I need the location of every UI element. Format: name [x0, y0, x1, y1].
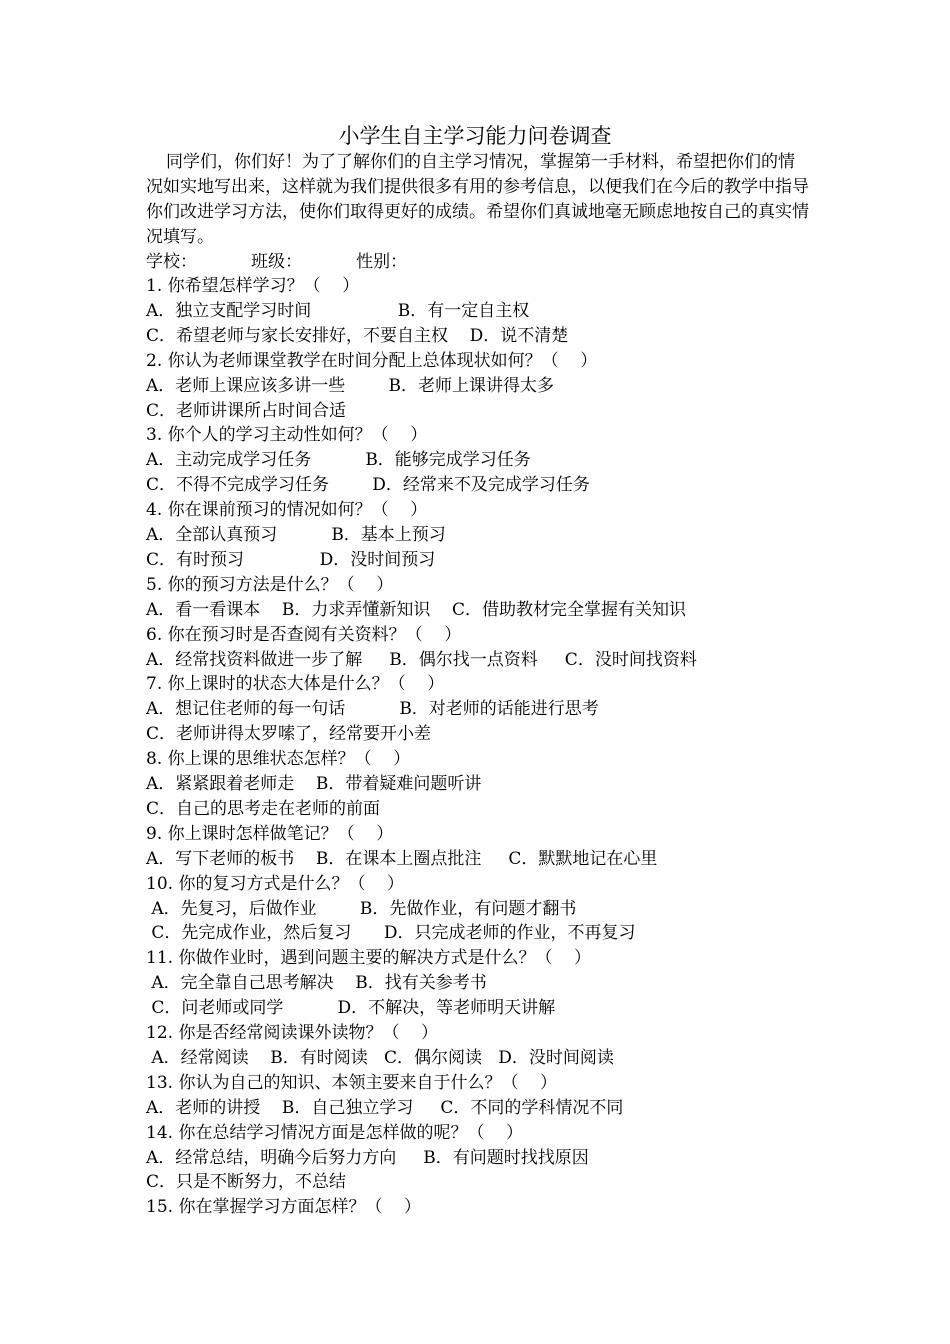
option-line: A．全部认真预习 B．基本上预习 [146, 525, 446, 545]
option-line: C．问老师或同学 D．不解决，等老师明天讲解 [146, 998, 556, 1019]
question-text: 15. 你在掌握学习方面怎样？（ ） [146, 1197, 422, 1218]
document-title: 小学生自主学习能力问卷调查 [338, 124, 612, 148]
question-text: 6. 你在预习时是否查阅有关资料？（ ） [146, 624, 462, 645]
option-line: A．紧紧跟着老师走 B．带着疑难问题听讲 [146, 774, 482, 794]
question-text: 9. 你上课时怎样做笔记？（ ） [146, 823, 394, 844]
question-text: 12. 你是否经常阅读课外读物？（ ） [146, 1023, 439, 1043]
question-text: 3. 你个人的学习主动性如何？（ ） [146, 425, 428, 446]
question-text: 1. 你希望怎样学习？（ ） [146, 276, 360, 296]
option-line: C．只是不断努力，不总结 [146, 1172, 347, 1193]
question-text: 7. 你上课时的状态大体是什么？（ ） [146, 674, 445, 695]
option-line: C．希望老师与家长安排好，不要自主权 D．说不清楚 [146, 325, 569, 346]
option-line: A．经常阅读 B．有时阅读 C．偶尔阅读 D．没时间阅读 [146, 1047, 614, 1068]
info-line: 学校： 班级： 性别： [146, 252, 408, 272]
intro-paragraph [146, 150, 810, 250]
option-line: A．老师上课应该多讲一些 B．老师上课讲得太多 [146, 375, 554, 396]
question-text: 10. 你的复习方式是什么？（ ） [146, 873, 405, 894]
option-line: C．自己的思考走在老师的前面 [146, 798, 381, 819]
option-line: C．老师讲课所占时间合适 [146, 400, 347, 421]
option-line: A．主动完成学习任务 B．能够完成学习任务 [146, 450, 531, 471]
question-text: 14. 你在总结学习情况方面是怎样做的呢？（ ） [146, 1122, 524, 1143]
option-line: A．经常总结，明确今后努力方向 B．有问题时找找原因 [146, 1147, 589, 1168]
question-text: 4. 你在课前预习的情况如何？（ ） [146, 500, 428, 521]
option-line: C．先完成作业，然后复习 D．只完成老师的作业，不再复习 [146, 923, 636, 944]
option-line: C．不得不完成学习任务 D．经常来不及完成学习任务 [146, 475, 590, 496]
option-line: A．完全靠自己思考解决 B．找有关参考书 [146, 973, 487, 994]
option-line: A．老师的讲授 B．自己独立学习 C．不同的学科情况不同 [146, 1097, 624, 1118]
option-line: C．有时预习 D．没时间预习 [146, 549, 436, 570]
option-line: A．想记住老师的每一句话 B．对老师的话能进行思考 [146, 699, 599, 720]
intro-text: 同学们，你们好！为了了解你们的自主学习情况，掌握第一手材料，希望把你们的情况如实地写出来，这样就为我们提供很多有用的参考信息，以便我们在今后的教学中指导你们改进学习方法，使你们取得更好的成绩。希望你们真诚地毫无顾虑地按自己的真实情况填写。 [146, 152, 809, 247]
option-line: A．看一看课本 B．力求弄懂新知识 C．借助教材完全掌握有关知识 [146, 599, 687, 620]
question-text: 2. 你认为老师课堂教学在时间分配上总体现状如何？（ ） [146, 350, 598, 371]
question-text: 11. 你做作业时，遇到问题主要的解决方式是什么？（ ） [146, 948, 592, 969]
question-text: 5. 你的预习方法是什么？（ ） [146, 574, 394, 595]
option-line: A．独立支配学习时间 B．有一定自主权 [146, 300, 530, 321]
question-text: 13. 你认为自己的知识、本领主要来自于什么？（ ） [146, 1072, 558, 1093]
option-line: A．先复习，后做作业 B．先做作业，有问题才翻书 [146, 898, 577, 919]
option-line: A．经常找资料做进一步了解 B．偶尔找一点资料 C．没时间找资料 [146, 649, 697, 670]
question-text: 8. 你上课的思维状态怎样？（ ） [146, 749, 411, 770]
option-line: C．老师讲得太罗嗦了，经常要开小差 [146, 724, 432, 745]
option-line: A．写下老师的板书 B．在课本上圈点批注 C．默默地记在心里 [146, 848, 658, 869]
